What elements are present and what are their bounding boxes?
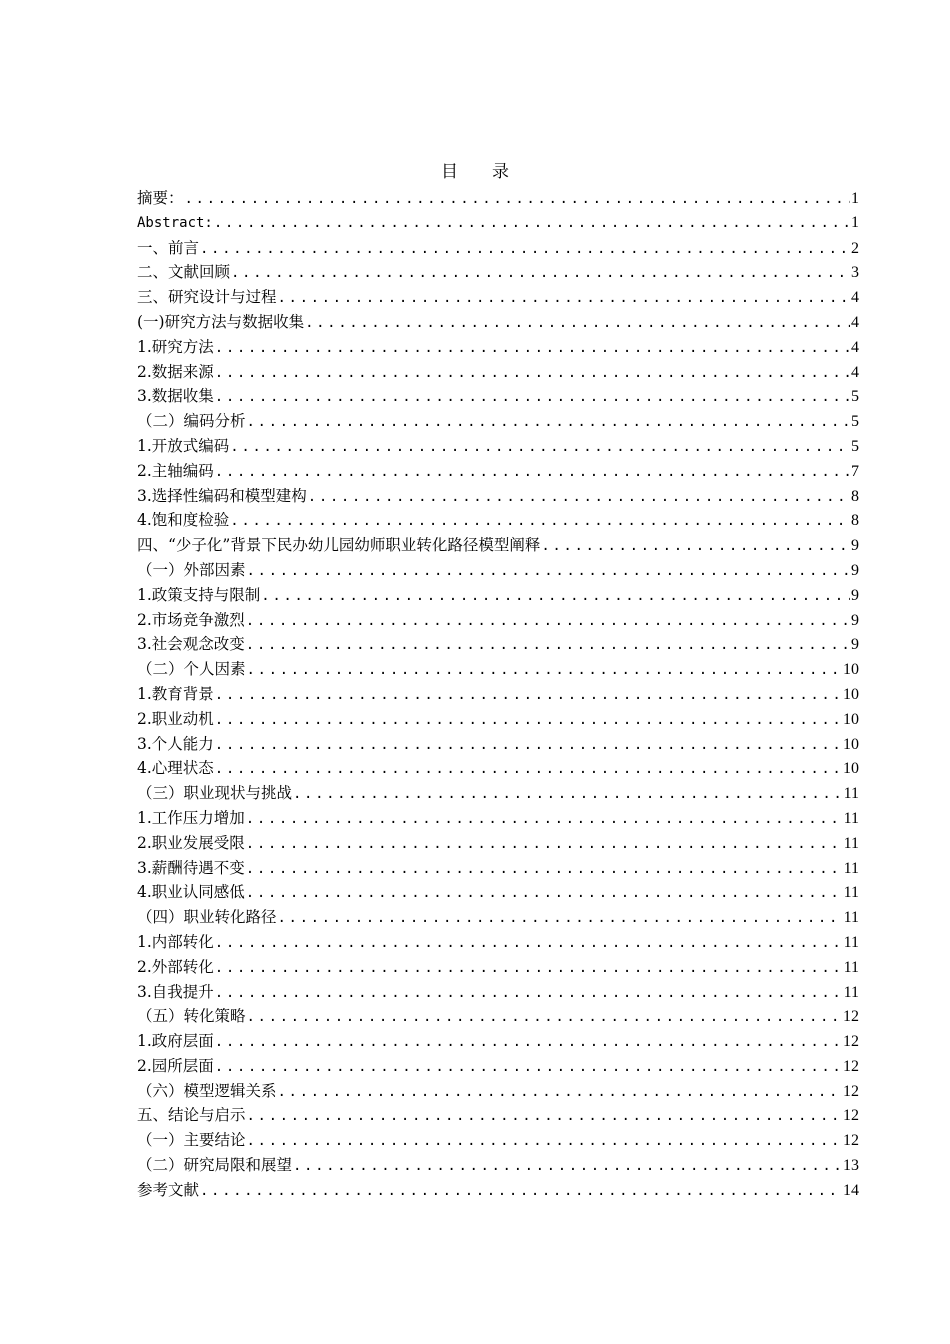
toc-entry-page-number: 13 [843,1157,859,1175]
toc-dot-leader [214,211,850,236]
toc-entry-page-number: 4 [851,313,859,331]
toc-entry-page-number: 5 [851,413,859,431]
toc-entry-page-number: 4 [851,338,859,356]
toc-entry-page-number: 10 [843,661,859,679]
toc-entry[interactable] [137,1004,859,1029]
toc-dot-leader [247,658,842,682]
toc-dot-leader [246,857,843,881]
toc-entry[interactable] [137,533,859,558]
toc-entry-label: 四、“少子化”背景下民办幼儿园幼师职业转化路径模型阐释 [137,536,541,555]
toc-entry-page-number: 11 [843,809,859,827]
toc-entry-label: 1.教育背景 [137,684,214,703]
toc-entry-label: 4.职业认同感低 [137,883,245,902]
toc-entry-label: 参考文献 [137,1180,200,1199]
toc-entry[interactable] [137,1178,859,1203]
toc-entry[interactable] [137,434,859,459]
toc-entry-page-number: 9 [851,586,859,604]
toc-dot-leader [215,1055,842,1079]
toc-entry-label: 2.市场竞争激烈 [137,610,245,629]
toc-entry-page-number: 10 [843,685,859,703]
toc-dot-leader [278,286,850,310]
toc-entry-label: 1.内部转化 [137,932,214,951]
toc-entry-label: 2.园所层面 [137,1056,214,1075]
toc-dot-leader [247,410,850,434]
toc-entry[interactable] [137,459,859,484]
toc-entry[interactable] [137,1054,859,1079]
toc-entry[interactable] [137,682,859,707]
toc-dot-leader [247,1005,842,1029]
toc-entry[interactable] [137,260,859,285]
toc-entry[interactable] [137,484,859,509]
toc-dot-leader [246,832,843,856]
toc-entry[interactable] [137,756,859,781]
toc-entry-page-number: 11 [843,884,859,902]
toc-dot-leader [246,633,850,657]
toc-dot-leader [215,757,842,781]
toc-dot-leader [261,584,850,608]
toc-entry-label: （一）外部因素 [137,560,246,579]
toc-dot-leader [541,534,850,558]
toc-entry[interactable] [137,1079,859,1104]
toc-entry-label: 二、文献回顾 [137,263,231,282]
toc-dot-leader [215,361,850,385]
toc-entry-label: （四）职业转化路径 [137,908,277,927]
toc-entry[interactable] [137,608,859,633]
toc-entry-label: 2.职业动机 [137,709,214,728]
toc-entry-label: 3.社会观念改变 [137,635,245,654]
toc-entry-page-number: 11 [843,859,859,877]
toc-entry[interactable] [137,583,859,608]
toc-entry-label: 4.心理状态 [137,759,214,778]
toc-entry-label: 3.个人能力 [137,734,214,753]
toc-dot-leader [200,1179,842,1203]
toc-dot-leader [230,435,850,459]
toc-entry-page-number: 12 [843,1082,859,1100]
toc-dot-leader [215,1030,842,1054]
toc-entry-page-number: 12 [843,1033,859,1051]
toc-entry-label: 3.自我提升 [137,982,214,1001]
toc-entry-label: 1.工作压力增加 [137,808,245,827]
toc-dot-leader [215,956,843,980]
toc-entry[interactable] [137,856,859,881]
toc-dot-leader [215,981,843,1005]
toc-dot-leader [308,485,850,509]
toc-entry-page-number: 8 [851,487,859,505]
toc-entry-page-number: 5 [851,388,859,406]
toc-entry-label: （一）主要结论 [137,1131,246,1150]
toc-entry-label: 3.选择性编码和模型建构 [137,486,307,505]
toc-entry[interactable] [137,285,859,310]
toc-entry[interactable] [137,360,859,385]
toc-entry[interactable] [137,236,859,261]
toc-entry[interactable] [137,707,859,732]
toc-entry[interactable] [137,905,859,930]
toc-entry-label: 3.数据收集 [137,387,214,406]
toc-dot-leader [278,1080,842,1104]
toc-dot-leader [215,385,850,409]
toc-entry-page-number: 11 [843,834,859,852]
toc-entry[interactable] [137,632,859,657]
table-of-contents [137,186,859,1203]
toc-entry-label: 摘要： [137,189,184,207]
toc-entry-page-number: 1 [851,190,859,207]
toc-entry-page-number: 8 [851,512,859,530]
toc-entry[interactable] [137,409,859,434]
toc-entry-page-number: 12 [843,1132,859,1150]
toc-dot-leader [215,708,842,732]
toc-entry-page-number: 12 [843,1008,859,1026]
toc-entry-page-number: 4 [851,363,859,381]
toc-entry-label: 1.研究方法 [137,337,214,356]
toc-dot-leader [246,881,843,905]
toc-dot-leader [230,509,850,533]
toc-entry-label: 1.政府层面 [137,1032,214,1051]
toc-entry-label: （二）编码分析 [137,412,246,431]
toc-entry-page-number: 9 [851,537,859,555]
toc-entry[interactable] [137,335,859,360]
toc-entry-label: 一、前言 [137,238,200,257]
toc-dot-leader [215,931,843,955]
toc-entry[interactable] [137,1103,859,1128]
toc-entry[interactable] [137,1153,859,1178]
toc-entry-label: 3.薪酬待遇不变 [137,858,245,877]
toc-entry-label: 1.政策支持与限制 [137,585,261,604]
toc-entry-label: 五、结论与启示 [137,1106,246,1125]
toc-entry[interactable] [137,732,859,757]
toc-dot-leader [215,336,850,360]
toc-entry[interactable] [137,806,859,831]
toc-dot-leader [293,782,843,806]
toc-entry-page-number: 7 [851,462,859,480]
toc-dot-leader [246,609,850,633]
toc-dot-leader [185,187,850,211]
toc-entry-label: 4.饱和度检验 [137,511,230,530]
toc-entry[interactable] [137,211,859,236]
toc-entry-page-number: 1 [851,213,859,231]
toc-entry-label: 三、研究设计与过程 [137,288,277,307]
toc-dot-leader [215,683,842,707]
toc-entry-page-number: 11 [843,785,859,803]
toc-dot-leader [215,733,842,757]
toc-entry-page-number: 11 [843,983,859,1001]
toc-dot-leader [246,807,843,831]
toc-dot-leader [293,1154,842,1178]
toc-entry-page-number: 10 [843,710,859,728]
toc-entry[interactable] [137,880,859,905]
toc-entry-page-number: 12 [843,1057,859,1075]
toc-dot-leader [247,559,850,583]
toc-dot-leader [247,1129,842,1153]
toc-entry-label: Abstract: [137,214,213,231]
toc-title: 目 录 [441,162,509,182]
toc-entry-label: 2.主轴编码 [137,461,214,480]
toc-entry-page-number: 11 [843,958,859,976]
toc-entry-label: 2.职业发展受限 [137,833,245,852]
toc-dot-leader [305,311,850,335]
toc-entry-page-number: 10 [843,760,859,778]
toc-entry-page-number: 12 [843,1107,859,1125]
toc-dot-leader [278,906,843,930]
toc-entry-label: 2.数据来源 [137,362,214,381]
toc-entry-page-number: 14 [843,1181,859,1199]
toc-entry-label: （六）模型逻辑关系 [137,1081,277,1100]
toc-entry[interactable] [137,508,859,533]
toc-entry[interactable] [137,980,859,1005]
toc-entry[interactable] [137,657,859,682]
toc-entry-label: （二）研究局限和展望 [137,1156,293,1175]
toc-entry-page-number: 11 [843,933,859,951]
toc-entry-label: （三）职业现状与挑战 [137,784,293,803]
toc-entry-label: 1.开放式编码 [137,436,230,455]
toc-entry[interactable] [137,310,859,335]
toc-entry[interactable] [137,384,859,409]
toc-entry-label: （五）转化策略 [137,1007,246,1026]
toc-dot-leader [200,237,850,261]
toc-dot-leader [215,460,850,484]
toc-entry-page-number: 9 [851,561,859,579]
toc-dot-leader [247,1104,842,1128]
toc-entry[interactable] [137,558,859,583]
toc-dot-leader [231,261,850,285]
toc-entry[interactable] [137,831,859,856]
toc-entry[interactable] [137,930,859,955]
toc-entry-page-number: 2 [851,239,859,257]
toc-entry-label: 2.外部转化 [137,957,214,976]
toc-entry-page-number: 9 [851,611,859,629]
toc-entry-page-number: 10 [843,735,859,753]
toc-entry-page-number: 9 [851,636,859,654]
toc-entry[interactable] [137,955,859,980]
toc-entry[interactable] [137,1128,859,1153]
toc-entry-page-number: 4 [851,289,859,307]
toc-entry-page-number: 3 [851,264,859,282]
toc-entry-page-number: 5 [851,437,859,455]
toc-entry[interactable] [137,1029,859,1054]
toc-entry-label: (一)研究方法与数据收集 [137,312,305,331]
toc-entry-page-number: 11 [843,909,859,927]
toc-entry-label: （二）个人因素 [137,660,246,679]
toc-entry[interactable] [137,186,859,211]
toc-entry[interactable] [137,781,859,806]
